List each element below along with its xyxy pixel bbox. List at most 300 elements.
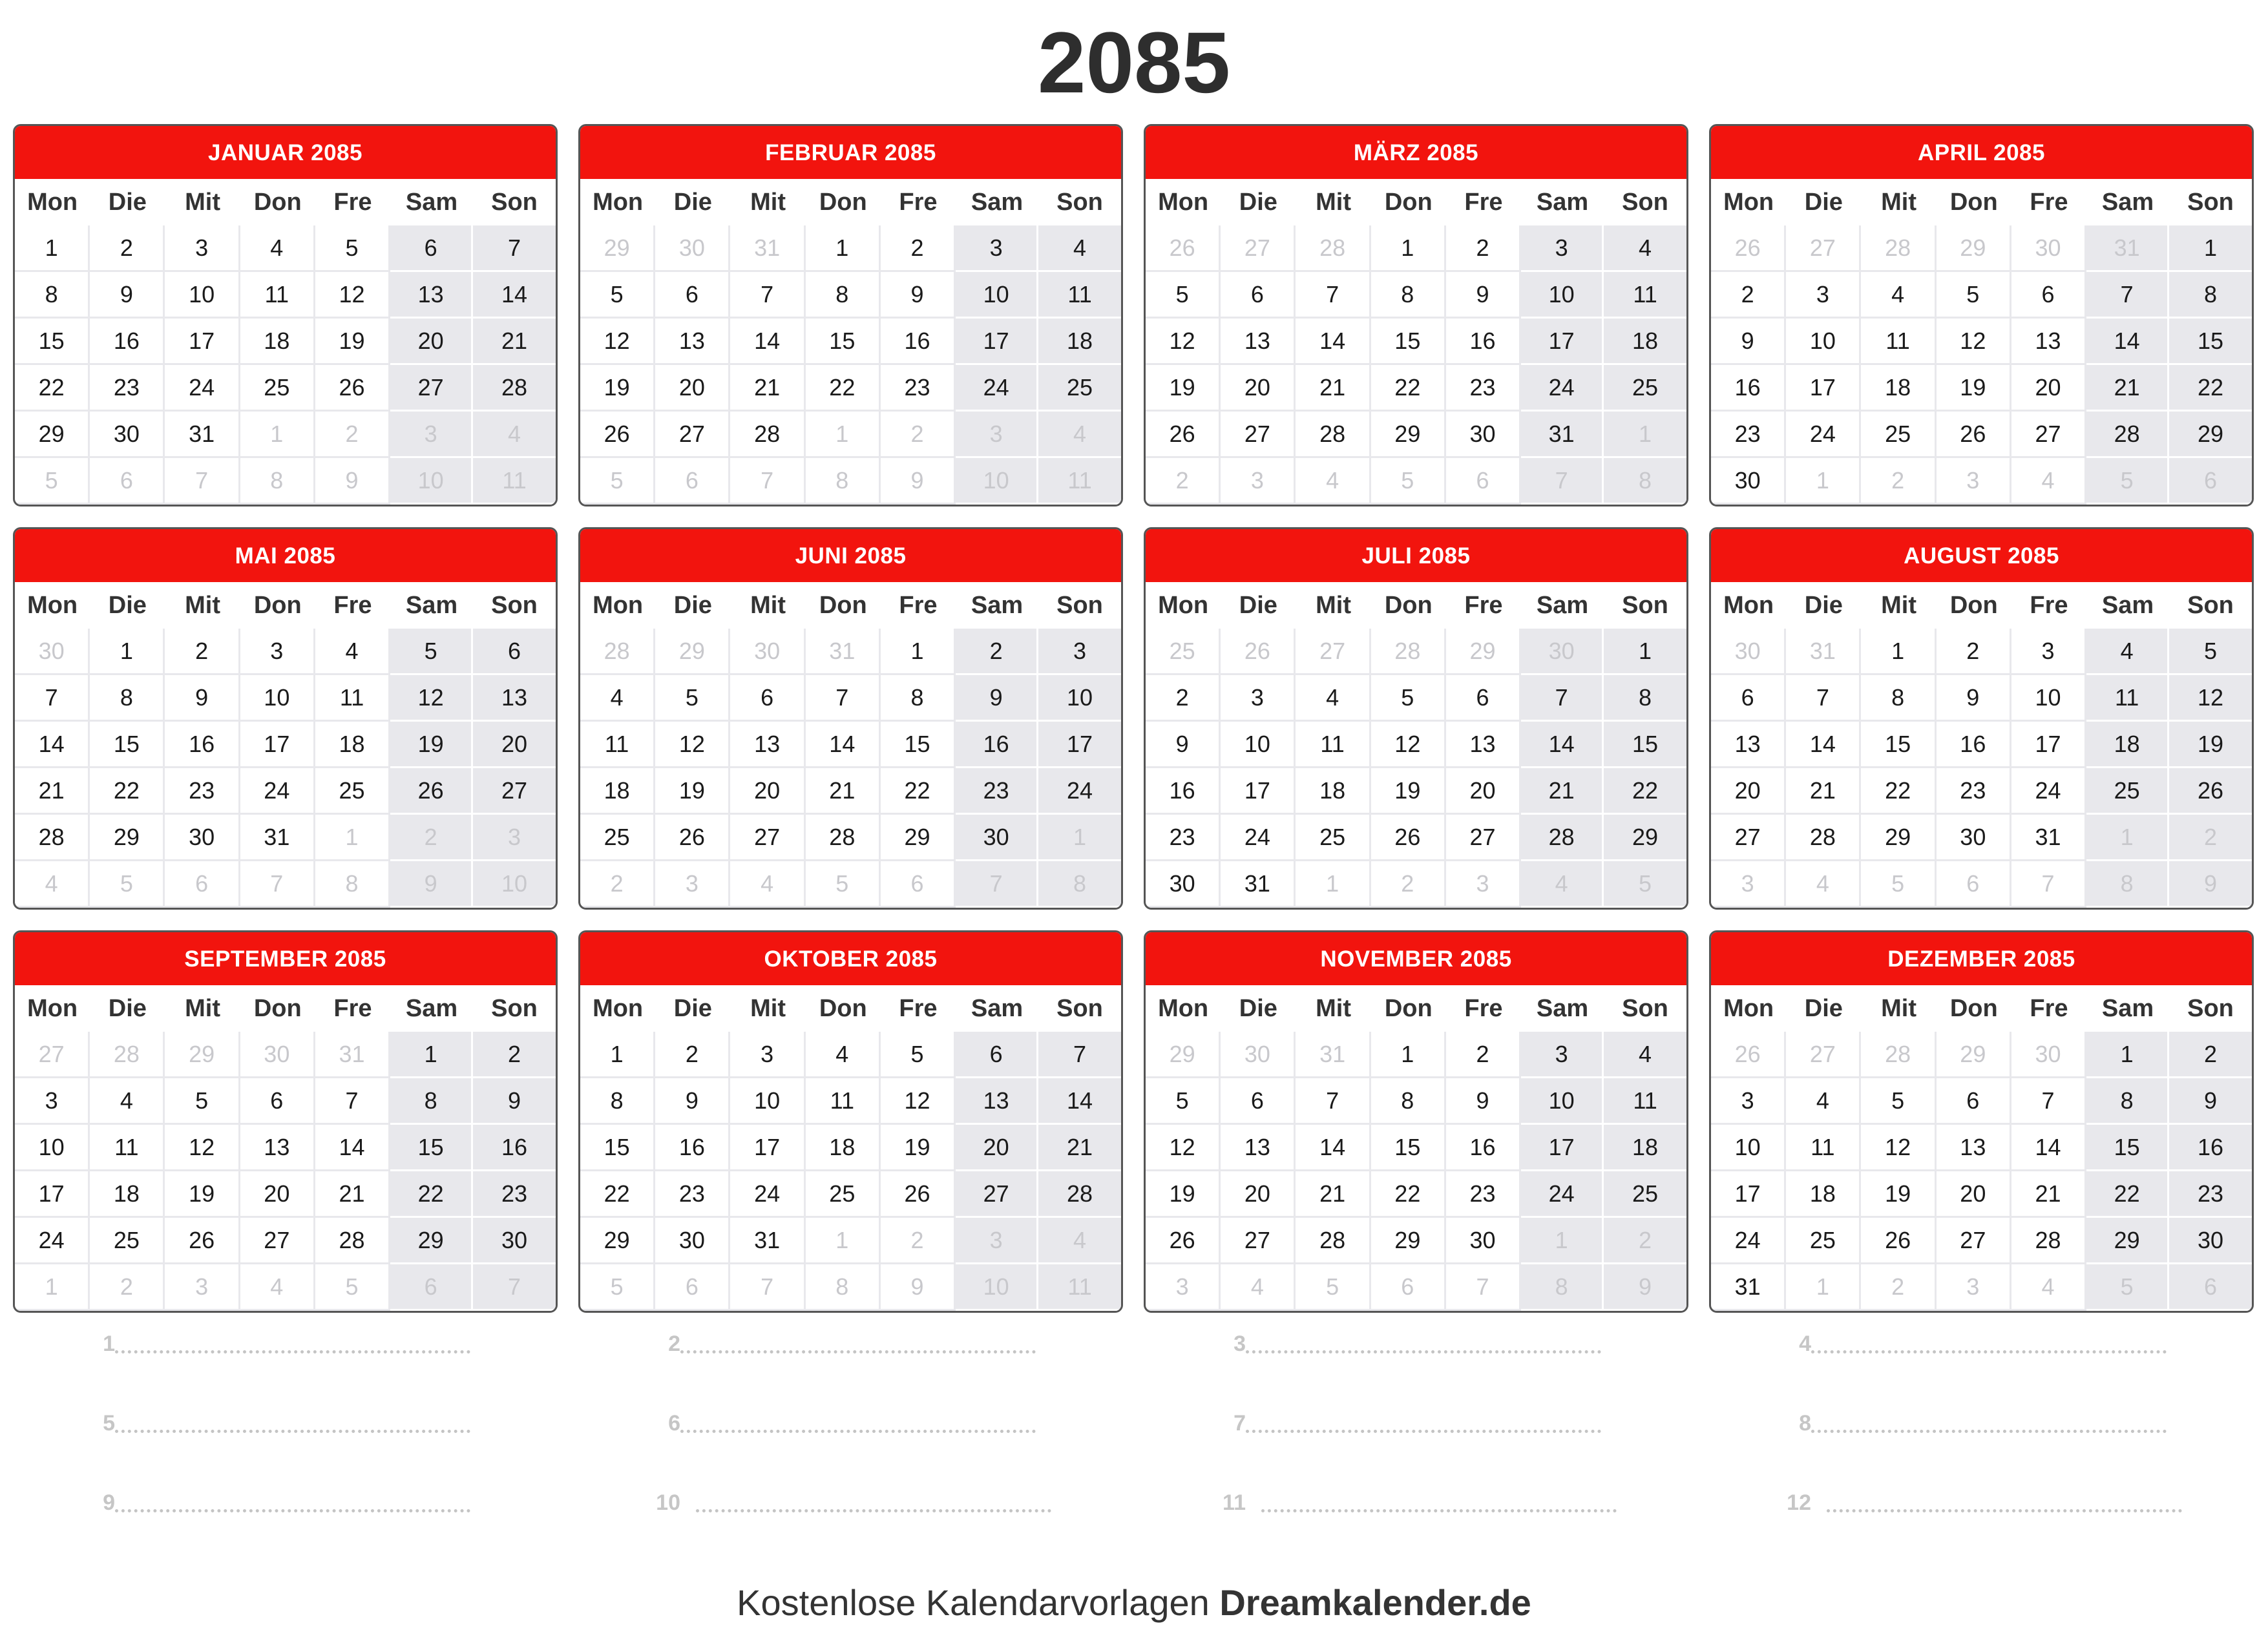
day-cell: 26 [1937, 412, 2011, 458]
day-cell: 5 [1146, 272, 1221, 319]
day-cell: 23 [655, 1171, 730, 1218]
day-cell-adjacent-month: 8 [1521, 1264, 1604, 1311]
day-cell-adjacent-month: 9 [2169, 861, 2252, 908]
day-cell-adjacent-month: 1 [1786, 458, 1861, 505]
day-cell-adjacent-month: 5 [1296, 1264, 1370, 1311]
weekday-label: Fre [899, 592, 938, 619]
note-number: 4 [1799, 1332, 1811, 1356]
week-row [580, 412, 1121, 458]
week-row [1146, 412, 1686, 458]
day-cell: 22 [2086, 1171, 2169, 1218]
day-cell: 26 [655, 815, 730, 861]
day-cell-adjacent-month: 4 [1786, 861, 1861, 908]
week-row [15, 675, 556, 722]
week-row [580, 1032, 1121, 1078]
day-cell: 10 [165, 272, 240, 319]
weekday-label: Die [1239, 592, 1277, 619]
day-cell-adjacent-month: 28 [1861, 1032, 1936, 1078]
day-cell-adjacent-month: 4 [1038, 1218, 1121, 1264]
month-title: JANUAR 2085 [15, 126, 556, 179]
day-cell: 13 [1221, 319, 1296, 365]
note-number: 9 [103, 1490, 115, 1515]
day-cell-adjacent-month: 28 [1296, 225, 1370, 272]
day-cell-adjacent-month: 1 [2086, 815, 2169, 861]
day-cell: 8 [1604, 675, 1686, 722]
week-row [15, 1078, 556, 1125]
day-cell-adjacent-month: 1 [1786, 1264, 1861, 1311]
weekday-label: Die [1804, 592, 1843, 619]
day-cell-adjacent-month: 9 [1604, 1264, 1686, 1311]
day-cell: 7 [15, 675, 90, 722]
day-cell: 21 [2011, 1171, 2086, 1218]
week-row [1711, 861, 2252, 908]
day-cell: 6 [730, 675, 805, 722]
day-cell: 25 [2086, 768, 2169, 815]
day-cell-adjacent-month: 1 [1038, 815, 1121, 861]
week-row [15, 412, 556, 458]
weekday-label: Son [2187, 592, 2234, 619]
note-number: 12 [1787, 1490, 1811, 1515]
day-cell: 8 [90, 675, 165, 722]
weekday-label: Son [1056, 189, 1103, 216]
weekday-label: Sam [405, 995, 458, 1022]
day-cell: 1 [1371, 1032, 1446, 1078]
day-cell: 19 [165, 1171, 240, 1218]
day-cell: 16 [1146, 768, 1221, 815]
day-cell: 17 [15, 1171, 90, 1218]
day-cell: 2 [1446, 225, 1521, 272]
day-cell: 20 [956, 1125, 1038, 1171]
day-cell: 24 [730, 1171, 805, 1218]
day-cell-adjacent-month: 6 [165, 861, 240, 908]
day-cell-adjacent-month: 6 [1371, 1264, 1446, 1311]
day-cell-adjacent-month: 30 [1221, 1032, 1296, 1078]
day-cell: 7 [730, 272, 805, 319]
week-row [580, 319, 1121, 365]
weekday-label: Don [1949, 592, 1998, 619]
day-cell: 23 [2169, 1171, 2252, 1218]
day-cell: 20 [1221, 1171, 1296, 1218]
week-row [1146, 861, 1686, 908]
day-cell: 20 [240, 1171, 315, 1218]
week-row [15, 861, 556, 908]
day-cell: 22 [1604, 768, 1686, 815]
week-row [580, 225, 1121, 272]
weekday-label: Son [1622, 592, 1668, 619]
day-cell: 21 [1786, 768, 1861, 815]
day-cell: 8 [881, 675, 956, 722]
day-cell-adjacent-month: 3 [956, 1218, 1038, 1264]
day-cell: 3 [15, 1078, 90, 1125]
month-title: AUGUST 2085 [1711, 529, 2252, 582]
day-cell-adjacent-month: 4 [1521, 861, 1604, 908]
note-line[interactable] [578, 1410, 1123, 1490]
day-cell-adjacent-month: 4 [473, 412, 556, 458]
week-row [15, 365, 556, 412]
week-row [580, 1171, 1121, 1218]
weekday-label: Don [1949, 995, 1998, 1022]
day-cell: 27 [1711, 815, 1786, 861]
day-cell-adjacent-month: 5 [315, 1264, 390, 1311]
day-cell-adjacent-month: 2 [90, 1264, 165, 1311]
day-cell: 9 [1446, 1078, 1521, 1125]
day-cell: 25 [240, 365, 315, 412]
day-cell: 29 [881, 815, 956, 861]
weekday-label: Mon [593, 189, 644, 216]
weekday-label: Mit [750, 995, 786, 1022]
day-cell: 25 [580, 815, 655, 861]
day-cell: 13 [473, 675, 556, 722]
day-cell: 9 [90, 272, 165, 319]
day-cell: 30 [1446, 1218, 1521, 1264]
day-cell: 4 [1786, 1078, 1861, 1125]
day-cell: 13 [1221, 1125, 1296, 1171]
day-cell: 26 [1371, 815, 1446, 861]
day-cell-adjacent-month: 6 [881, 861, 956, 908]
note-line[interactable] [1709, 1331, 2254, 1410]
day-cell: 28 [315, 1218, 390, 1264]
day-cell: 9 [956, 675, 1038, 722]
day-cell: 12 [315, 272, 390, 319]
month-title: OKTOBER 2085 [580, 932, 1121, 985]
weekday-header [1711, 985, 2252, 1032]
weekday-label: Don [253, 995, 302, 1022]
weekday-header [1711, 179, 2252, 225]
day-cell: 11 [90, 1125, 165, 1171]
day-cell: 4 [240, 225, 315, 272]
note-line[interactable] [13, 1490, 558, 1569]
day-cell: 14 [473, 272, 556, 319]
day-cell-adjacent-month: 31 [315, 1032, 390, 1078]
day-cell: 24 [2011, 768, 2086, 815]
day-cell-adjacent-month: 5 [580, 458, 655, 505]
day-cell: 14 [1521, 722, 1604, 768]
weekday-label: Fre [899, 995, 938, 1022]
day-cell: 17 [956, 319, 1038, 365]
day-cell: 31 [1521, 412, 1604, 458]
day-cell: 3 [1711, 1078, 1786, 1125]
weekday-label: Don [253, 189, 302, 216]
day-cell: 27 [956, 1171, 1038, 1218]
day-cell: 12 [390, 675, 473, 722]
week-row [1711, 225, 2252, 272]
dotted-line [680, 1430, 1036, 1433]
day-cell: 12 [655, 722, 730, 768]
day-cell: 26 [315, 365, 390, 412]
day-cell: 14 [1296, 1125, 1370, 1171]
day-cell: 20 [655, 365, 730, 412]
day-cell: 28 [806, 815, 881, 861]
day-cell-adjacent-month: 3 [1937, 458, 2011, 505]
day-cell-adjacent-month: 2 [881, 1218, 956, 1264]
week-row [1146, 629, 1686, 675]
months-grid [13, 124, 2254, 1313]
note-number: 10 [656, 1490, 680, 1515]
day-cell: 7 [1521, 675, 1604, 722]
day-cell: 6 [1221, 272, 1296, 319]
day-cell: 18 [806, 1125, 881, 1171]
weekday-label: Son [1056, 995, 1103, 1022]
day-cell: 30 [1937, 815, 2011, 861]
day-cell: 12 [2169, 675, 2252, 722]
day-cell-adjacent-month: 10 [956, 1264, 1038, 1311]
day-cell-adjacent-month: 6 [1446, 458, 1521, 505]
day-cell-adjacent-month: 25 [1146, 629, 1221, 675]
day-cell: 13 [2011, 319, 2086, 365]
day-cell-adjacent-month: 3 [165, 1264, 240, 1311]
day-cell: 10 [1221, 722, 1296, 768]
day-cell: 6 [1711, 675, 1786, 722]
note-line[interactable] [1144, 1331, 1688, 1410]
weekday-label: Mit [750, 592, 786, 619]
week-row [580, 272, 1121, 319]
day-cell: 6 [390, 225, 473, 272]
weekday-label: Fre [899, 189, 938, 216]
day-cell: 8 [390, 1078, 473, 1125]
day-cell-adjacent-month: 28 [1371, 629, 1446, 675]
day-cell: 3 [2011, 629, 2086, 675]
day-cell: 17 [1038, 722, 1121, 768]
day-cell-adjacent-month: 10 [473, 861, 556, 908]
day-cell: 21 [1521, 768, 1604, 815]
day-cell: 18 [1296, 768, 1370, 815]
day-cell: 27 [1446, 815, 1521, 861]
day-cell: 22 [90, 768, 165, 815]
day-cell: 24 [956, 365, 1038, 412]
day-cell: 30 [1446, 412, 1521, 458]
weekday-label: Fre [333, 995, 372, 1022]
day-cell: 18 [580, 768, 655, 815]
week-row [1146, 675, 1686, 722]
day-cell: 18 [1038, 319, 1121, 365]
day-cell: 12 [165, 1125, 240, 1171]
day-cell: 11 [1296, 722, 1370, 768]
day-cell: 3 [956, 225, 1038, 272]
weekday-label: Sam [1536, 995, 1589, 1022]
day-cell: 13 [730, 722, 805, 768]
day-cell: 13 [1446, 722, 1521, 768]
day-cell-adjacent-month: 27 [15, 1032, 90, 1078]
day-cell: 16 [2169, 1125, 2252, 1171]
day-cell-adjacent-month: 3 [1146, 1264, 1221, 1311]
day-cell: 6 [655, 272, 730, 319]
day-cell-adjacent-month: 26 [1221, 629, 1296, 675]
day-cell-adjacent-month: 1 [15, 1264, 90, 1311]
day-cell-adjacent-month: 2 [2169, 815, 2252, 861]
weekday-header [1146, 985, 1686, 1032]
day-cell: 12 [1371, 722, 1446, 768]
dotted-line [115, 1350, 470, 1353]
day-cell: 18 [240, 319, 315, 365]
day-cell: 16 [1937, 722, 2011, 768]
weekday-label: Son [1622, 189, 1668, 216]
day-cell: 9 [473, 1078, 556, 1125]
day-cell: 14 [730, 319, 805, 365]
day-cell: 11 [2086, 675, 2169, 722]
day-cell: 8 [15, 272, 90, 319]
day-cell: 26 [881, 1171, 956, 1218]
day-cell: 27 [2011, 412, 2086, 458]
day-cell: 1 [580, 1032, 655, 1078]
weekday-label: Die [108, 592, 147, 619]
day-cell: 1 [2169, 225, 2252, 272]
day-cell: 5 [390, 629, 473, 675]
day-cell: 2 [1711, 272, 1786, 319]
day-cell: 24 [1711, 1218, 1786, 1264]
day-cell: 4 [1038, 225, 1121, 272]
day-cell: 28 [1521, 815, 1604, 861]
day-cell: 5 [881, 1032, 956, 1078]
week-row [15, 1218, 556, 1264]
note-line[interactable] [13, 1410, 558, 1490]
week-row [580, 629, 1121, 675]
day-cell: 19 [1937, 365, 2011, 412]
day-cell: 20 [1446, 768, 1521, 815]
day-cell: 5 [1146, 1078, 1221, 1125]
weekday-label: Sam [405, 189, 458, 216]
week-row [1711, 412, 2252, 458]
day-cell: 18 [315, 722, 390, 768]
day-cell: 13 [1937, 1125, 2011, 1171]
day-cell-adjacent-month: 2 [1604, 1218, 1686, 1264]
weekday-label: Die [108, 995, 147, 1022]
day-cell-adjacent-month: 27 [1786, 1032, 1861, 1078]
day-cell: 14 [315, 1125, 390, 1171]
day-cell: 23 [956, 768, 1038, 815]
day-cell: 14 [1786, 722, 1861, 768]
note-line[interactable] [1709, 1410, 2254, 1490]
weekday-label: Son [491, 995, 538, 1022]
day-cell: 19 [881, 1125, 956, 1171]
day-cell-adjacent-month: 7 [730, 1264, 805, 1311]
weekday-label: Mon [1158, 189, 1209, 216]
day-cell: 9 [1446, 272, 1521, 319]
day-cell-adjacent-month: 5 [2086, 1264, 2169, 1311]
day-cell: 29 [1371, 1218, 1446, 1264]
day-cell: 30 [655, 1218, 730, 1264]
day-cell-adjacent-month: 8 [315, 861, 390, 908]
day-cell-adjacent-month: 29 [1937, 1032, 2011, 1078]
week-row [1146, 1125, 1686, 1171]
day-cell: 26 [1861, 1218, 1936, 1264]
day-cell: 27 [1221, 1218, 1296, 1264]
day-cell: 7 [806, 675, 881, 722]
day-cell-adjacent-month: 30 [655, 225, 730, 272]
note-number: 3 [1234, 1332, 1246, 1356]
day-cell: 18 [1604, 319, 1686, 365]
month-title: APRIL 2085 [1711, 126, 2252, 179]
day-cell: 18 [1604, 1125, 1686, 1171]
day-cell: 9 [1711, 319, 1786, 365]
week-row [1711, 319, 2252, 365]
dotted-line [680, 1350, 1036, 1353]
weekday-label: Die [1804, 189, 1843, 216]
weekday-label: Don [1384, 592, 1433, 619]
day-cell: 8 [1861, 675, 1936, 722]
week-row [1146, 1032, 1686, 1078]
note-line[interactable] [1144, 1490, 1688, 1569]
week-row [580, 1125, 1121, 1171]
day-cell-adjacent-month: 4 [1296, 458, 1370, 505]
note-line[interactable] [13, 1331, 558, 1410]
day-cell: 26 [390, 768, 473, 815]
day-cell: 24 [1786, 412, 1861, 458]
day-cell: 5 [655, 675, 730, 722]
day-cell: 27 [1937, 1218, 2011, 1264]
note-line[interactable] [1144, 1410, 1688, 1490]
day-cell-adjacent-month: 29 [165, 1032, 240, 1078]
month-calendar [13, 527, 558, 910]
day-cell: 16 [655, 1125, 730, 1171]
day-cell: 15 [1861, 722, 1936, 768]
day-cell: 30 [956, 815, 1038, 861]
week-row [15, 272, 556, 319]
day-cell: 21 [806, 768, 881, 815]
weekday-label: Son [491, 189, 538, 216]
day-cell: 7 [1786, 675, 1861, 722]
day-cell: 30 [90, 412, 165, 458]
weekday-label: Son [2187, 189, 2234, 216]
week-row [580, 768, 1121, 815]
day-cell: 8 [806, 272, 881, 319]
day-cell-adjacent-month: 1 [1604, 412, 1686, 458]
day-cell-adjacent-month: 30 [1521, 629, 1604, 675]
day-cell: 7 [2086, 272, 2169, 319]
day-cell: 21 [1296, 365, 1370, 412]
day-cell-adjacent-month: 7 [956, 861, 1038, 908]
day-cell-adjacent-month: 2 [1146, 458, 1221, 505]
week-row [1711, 1171, 2252, 1218]
weekday-label: Die [1239, 995, 1277, 1022]
day-cell: 5 [580, 272, 655, 319]
weekday-header [1146, 179, 1686, 225]
week-row [1711, 458, 2252, 505]
week-row [1711, 815, 2252, 861]
day-cell-adjacent-month: 27 [1296, 629, 1370, 675]
note-line[interactable] [578, 1490, 1123, 1569]
day-cell-adjacent-month: 7 [473, 1264, 556, 1311]
day-cell: 29 [1371, 412, 1446, 458]
day-cell: 17 [2011, 722, 2086, 768]
day-cell: 6 [1937, 1078, 2011, 1125]
day-cell: 21 [2086, 365, 2169, 412]
day-cell: 14 [1038, 1078, 1121, 1125]
day-cell: 5 [1861, 1078, 1936, 1125]
day-cell: 12 [881, 1078, 956, 1125]
day-cell-adjacent-month: 1 [806, 412, 881, 458]
day-cell: 2 [1446, 1032, 1521, 1078]
weekday-label: Don [819, 189, 867, 216]
day-cell: 30 [2169, 1218, 2252, 1264]
weekday-label: Son [1056, 592, 1103, 619]
day-cell: 16 [1446, 1125, 1521, 1171]
day-cell: 23 [1146, 815, 1221, 861]
day-cell: 27 [473, 768, 556, 815]
note-line[interactable] [1709, 1490, 2254, 1569]
day-cell-adjacent-month: 1 [1521, 1218, 1604, 1264]
day-cell: 16 [881, 319, 956, 365]
day-cell-adjacent-month: 7 [1521, 458, 1604, 505]
day-cell-adjacent-month: 4 [1038, 412, 1121, 458]
day-cell: 6 [1446, 675, 1521, 722]
day-cell: 19 [1146, 1171, 1221, 1218]
weekday-label: Fre [1464, 189, 1503, 216]
weekday-label: Mon [1158, 995, 1209, 1022]
day-cell: 19 [2169, 722, 2252, 768]
week-row [15, 629, 556, 675]
day-cell: 8 [1371, 272, 1446, 319]
note-line[interactable] [578, 1331, 1123, 1410]
